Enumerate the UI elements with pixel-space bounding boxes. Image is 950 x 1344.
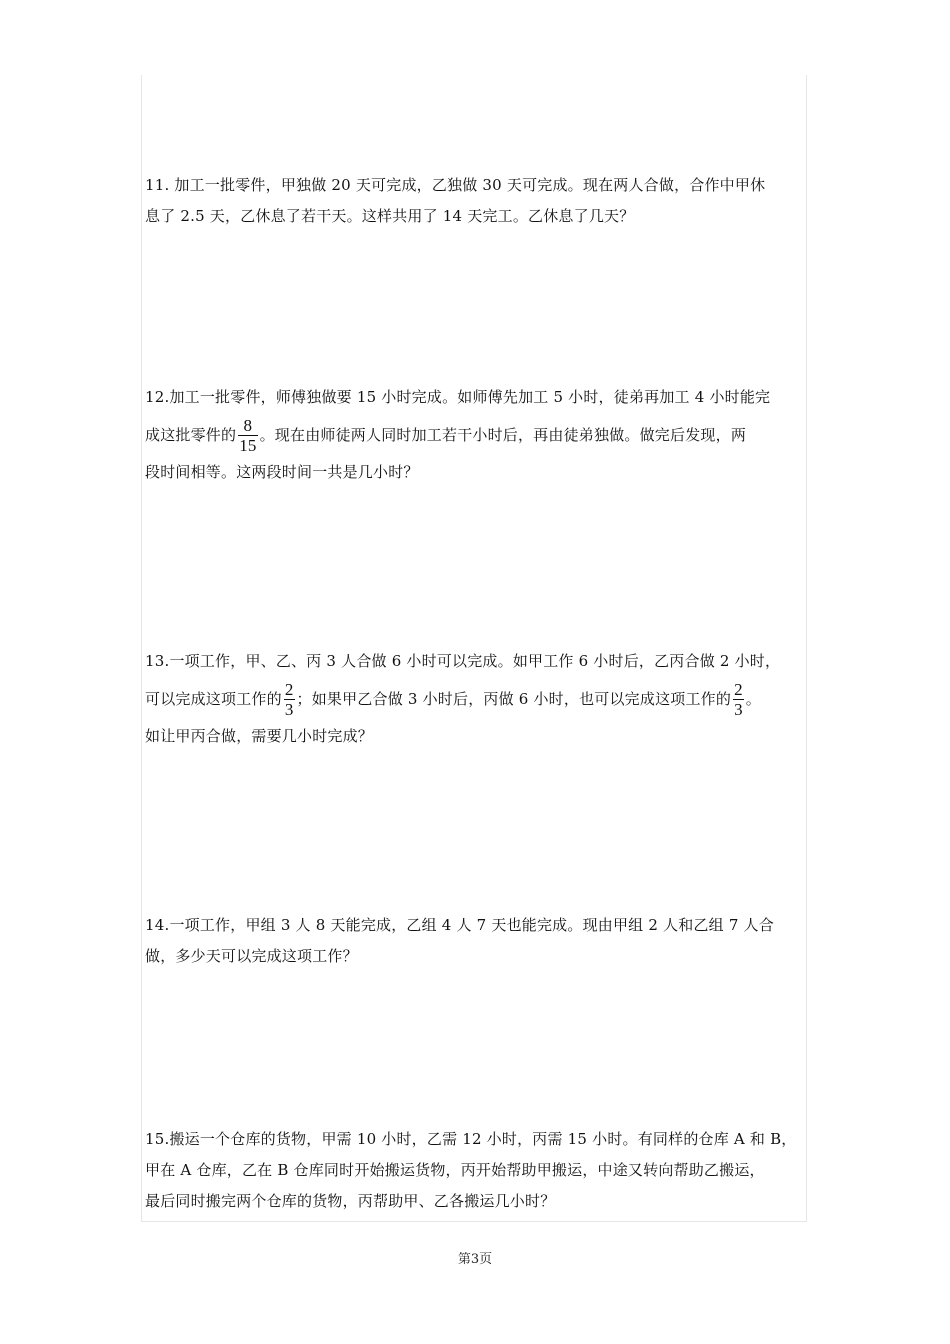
question-14: [145, 910, 807, 972]
question-11-line-1: 11. 加工一批零件，甲独做 20 天可完成，乙独做 30 天可完成。现在两人合做，合作中甲休: [145, 176, 766, 194]
question-13-line-2: [145, 677, 807, 721]
question-13-text-b: ；如果甲乙合做 3 小时后，丙做 6 小时，也可以完成这项工作的: [296, 689, 732, 708]
fraction-denominator: 3: [734, 699, 743, 719]
question-12-text-b: 。现在由师徒两人同时加工若干小时后，再由徒弟独做。做完后发现，两: [259, 425, 747, 444]
question-13-line-3: 如让甲丙合做，需要几小时完成？: [145, 727, 374, 745]
question-12-line-3: 段时间相等。这两段时间一共是几小时？: [145, 463, 419, 481]
fraction-denominator: 15: [239, 435, 257, 455]
fraction-8-15: [238, 416, 257, 455]
question-13-line-1: 13.一项工作，甲、乙、丙 3 人合做 6 小时可以完成。如甲工作 6 小时后，乙丙合做 2 小时，: [145, 652, 781, 670]
question-12-text-a: 成这批零件的: [145, 425, 237, 444]
question-15-line-3: 最后同时搬完两个仓库的货物，丙帮助甲、乙各搬运几小时？: [145, 1192, 556, 1210]
question-12: [145, 382, 807, 488]
question-11: [145, 170, 807, 232]
question-13-text-a: 可以完成这项工作的: [145, 689, 282, 708]
question-15-line-2: 甲在 A 仓库，乙在 B 仓库同时开始搬运货物，丙开始帮助甲搬运，中途又转向帮助乙搬运，: [145, 1161, 765, 1179]
fraction-numerator: 2: [284, 679, 294, 699]
question-13-text-c: 。: [745, 689, 761, 708]
fraction-denominator: 3: [284, 699, 294, 719]
question-14-line-2: 做，多少天可以完成这项工作？: [145, 947, 358, 965]
fraction-numerator: 2: [734, 679, 743, 699]
question-11-line-2: 息了 2.5 天，乙休息了若干天。这样共用了 14 天完工。乙休息了几天？: [145, 207, 635, 225]
fraction-2-3-second: [733, 680, 744, 719]
fraction-2-3-first: [284, 680, 295, 719]
fraction-numerator: 8: [243, 415, 253, 435]
page-number: 第3页: [457, 1252, 493, 1267]
question-13: [145, 646, 807, 752]
question-12-line-1: 12.加工一批零件，师傅独做要 15 小时完成。如师傅先加工 5 小时，徒弟再加工 4 小时能完: [145, 388, 771, 406]
question-15: [145, 1124, 807, 1217]
question-12-line-2: [145, 413, 807, 457]
question-14-line-1: 14.一项工作，甲组 3 人 8 天能完成，乙组 4 人 7 天也能完成。现由甲组 2 人和乙组 7 人合: [145, 916, 774, 934]
question-15-line-1: 15.搬运一个仓库的货物，甲需 10 小时，乙需 12 小时，丙需 15 小时。有同样的仓库 A 和 B，: [145, 1130, 797, 1148]
